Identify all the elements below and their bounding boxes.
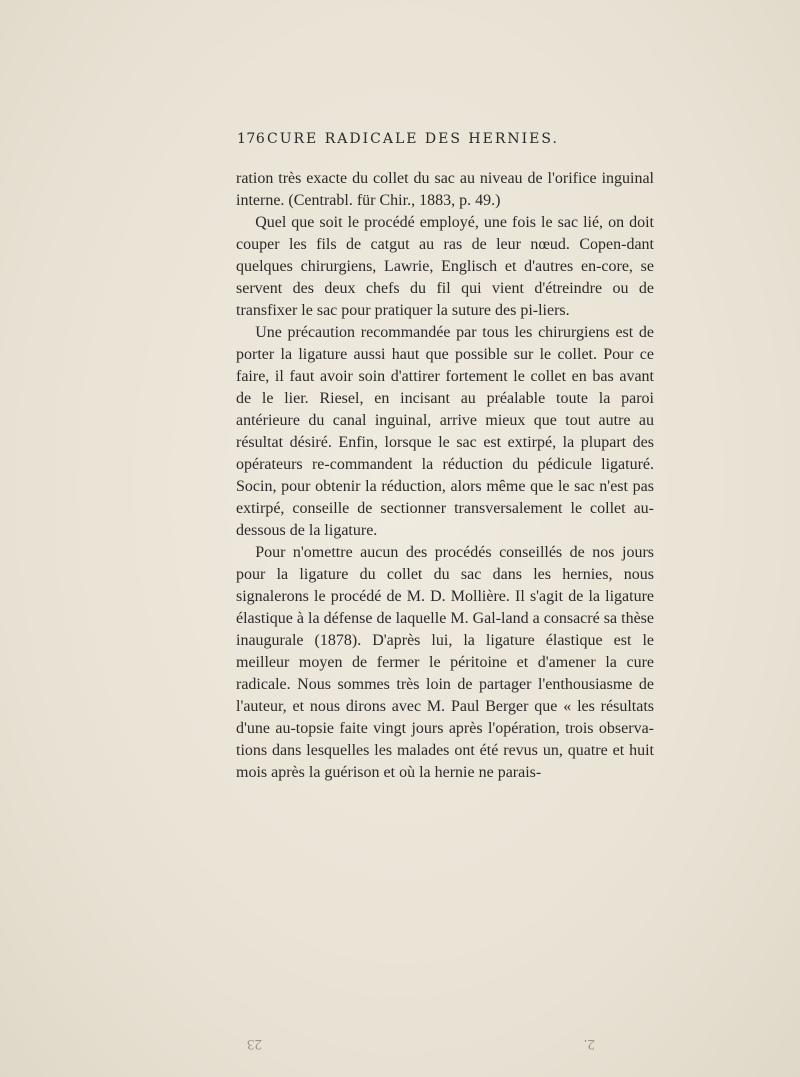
paragraph-1: ration très exacte du collet du sac au niveau de l'orifice inguinal interne. (Centrabl. für Chir., 1883, p. 49.)	[236, 170, 654, 209]
signature-mark-left: 23	[247, 1036, 262, 1052]
body-text	[236, 168, 654, 784]
page-number: 176	[237, 131, 266, 147]
paragraph-2: Quel que soit le procédé employé, une fois le sac lié, on doit couper les fils de catgut au ras de leur nœud. Copen-dant quelques chirurgiens, Lawrie, Englisch et d'autres en-core, se servent des deux chefs du fil qui vient d'étreindre ou de transfixer le sac pour pratiquer la suture des pi-liers.	[236, 214, 654, 319]
signature-mark-right: 2.	[583, 1036, 595, 1052]
running-head: CURE RADICALE DES HERNIES.	[267, 131, 559, 147]
page-header	[237, 131, 570, 151]
paragraph-3: Une précaution recommandée par tous les chirurgiens est de porter la ligature aussi haut que possible sur le collet. Pour ce faire, il faut avoir soin d'attirer fortement le collet en bas avant de le lier. Riesel, en incisant au préalable toute la paroi antérieure du canal inguinal, arrive mieux que tout autre au résultat désiré. Enfin, lorsque le sac est extirpé, la plupart des opérateurs re-commandent la réduction du pédicule ligaturé. Socin, pour obtenir la réduction, alors même que le sac n'est pas extirpé, conseille de sectionner transversalement le collet au-dessous de la ligature.	[236, 324, 654, 539]
paragraph-4: Pour n'omettre aucun des procédés conseillés de nos jours pour la ligature du collet du sac dans les hernies, nous signalerons le procédé de M. D. Mollière. Il s'agit de la ligature élastique à la défense de laquelle M. Gal-land a consacré sa thèse inaugurale (1878). D'après lui, la ligature élastique est le meilleur moyen de fermer le péritoine et d'amener la cure radicale. Nous sommes très loin de partager l'enthousiasme de l'auteur, et nous dirons avec M. Paul Berger que « les résultats d'une au-topsie faite vingt jours après l'opération, trois observa-tions dans lesquelles les malades ont été revus un, quatre et huit mois après la guérison et où la hernie ne parais-	[236, 544, 654, 781]
